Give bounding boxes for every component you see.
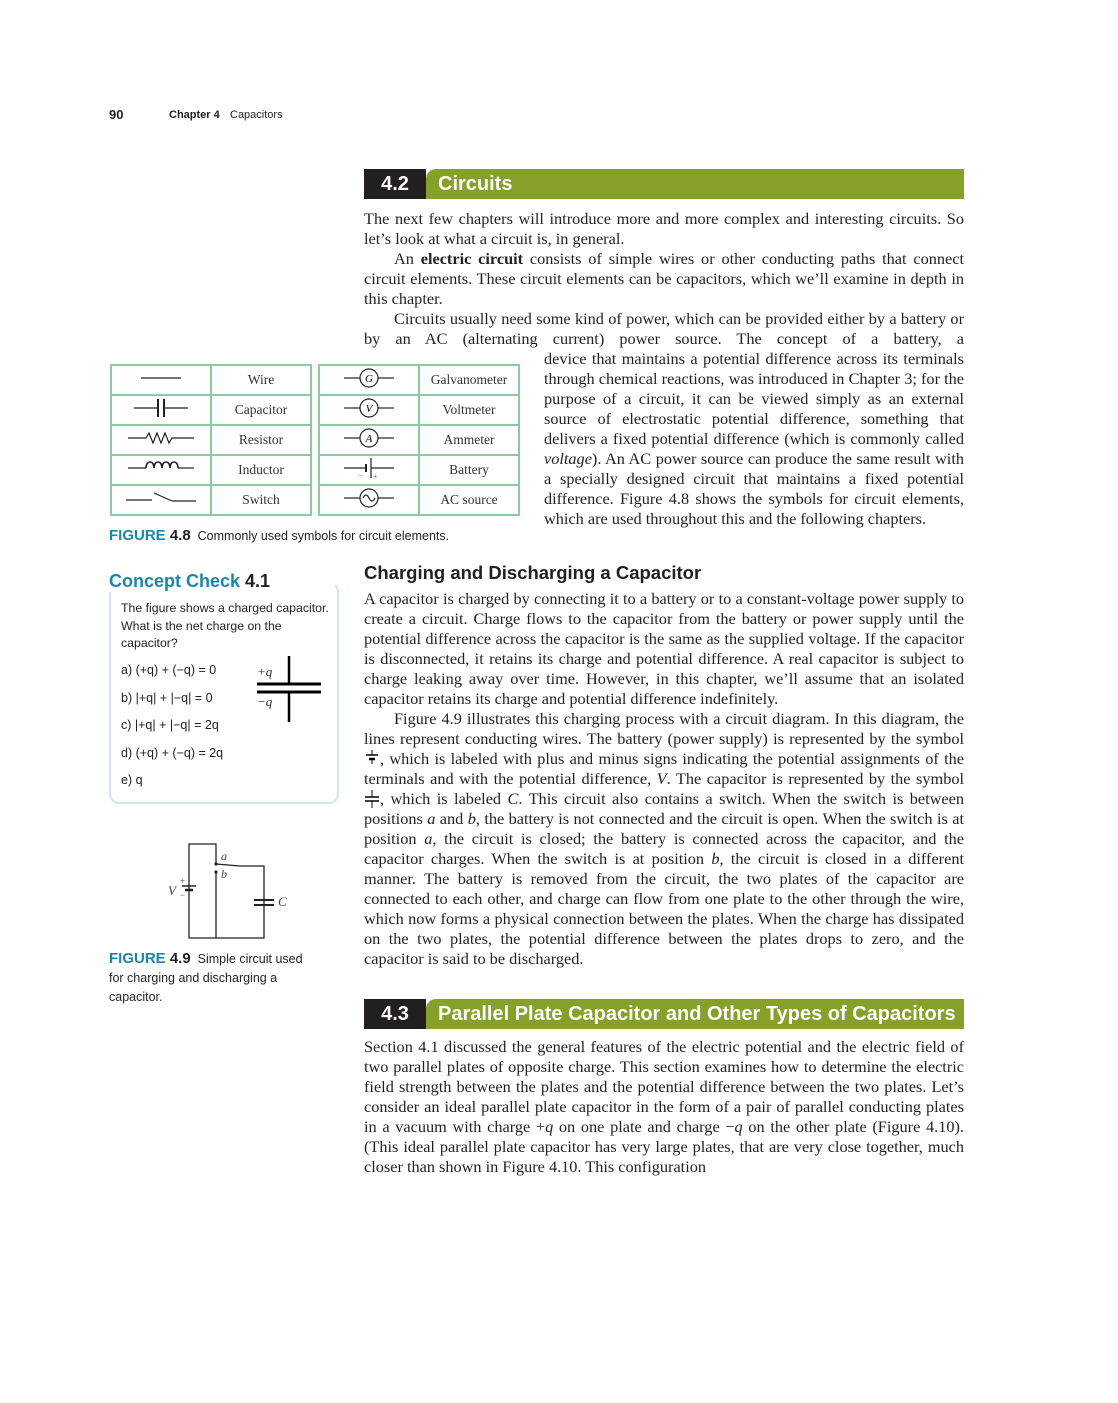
chapter-label: Chapter 4 (169, 109, 220, 121)
paragraph (364, 709, 964, 969)
resistor-symbol-icon (111, 425, 211, 455)
section-heading-4-3 (364, 999, 964, 1029)
text-run: . This circuit also contains a switch. When the switch is between positions (364, 789, 964, 828)
symbol-row (319, 425, 519, 455)
symbol-row (111, 455, 311, 485)
symbol-table-left (110, 364, 312, 516)
switch-position-a: a (221, 849, 227, 863)
answer-option[interactable]: e) q (121, 773, 143, 787)
symbol-row (111, 425, 311, 455)
section-4-2-text (364, 209, 964, 349)
ammeter-symbol-icon (319, 425, 419, 455)
paragraph (364, 209, 964, 249)
section-number: 4.2 (364, 169, 426, 199)
galvanometer-symbol-icon (319, 365, 419, 395)
symbol-row (111, 365, 311, 395)
plus-q-label: +q (257, 664, 273, 679)
figure-4-8-caption (109, 527, 449, 544)
italic-text: a (424, 829, 433, 848)
section-title: Circuits (426, 169, 964, 199)
text-run: Section 4.1 discussed the general features of the electric potential and the electric field of two parallel plates of opposite charge. This section examines how to determine the electric field strength between the plates and the potential difference between the two plates. Let’s consider an ideal parallel plate capacitor in the form of a pair of parallel conducting plates in a vacuum with charge + (364, 1037, 964, 1136)
answer-option[interactable]: a) (+q) + (−q) = 0 (121, 663, 217, 677)
switch-symbol-icon (111, 485, 211, 515)
symbol-row (111, 395, 311, 425)
text-run: , which is labeled with plus and minus signs indicating the potential assignments of the terminals and with the potential difference, (364, 749, 964, 788)
symbol-row (111, 485, 311, 515)
capacitor-symbol-icon (364, 789, 380, 808)
text-run: on one plate and charge − (553, 1117, 735, 1136)
switch-position-b: b (221, 867, 227, 881)
wire-symbol-icon (111, 365, 211, 395)
italic-text: V (656, 769, 667, 788)
paragraph (364, 589, 964, 709)
symbol-label: Ammeter (419, 425, 519, 455)
italic-text: voltage (544, 449, 592, 468)
symbol-label: AC source (419, 485, 519, 515)
answer-option[interactable]: c) |+q| + |−q| = 2q (121, 718, 219, 732)
text-run: Figure 4.9 illustrates this charging process with a circuit diagram. In this diagram, the lines represent conducting wires. The battery (power supply) is represented by the symbol (364, 709, 964, 748)
battery-symbol-icon (364, 749, 380, 768)
answer-option[interactable]: d) (+q) + (−q) = 2q (121, 745, 224, 760)
text-run: The next few chapters will introduce more and more complex and interesting circuits. So let’s look at what a circuit is, in general. (364, 209, 964, 248)
figure-label: FIGURE 4.9 (109, 950, 191, 967)
concept-check-question: The figure shows a charged capacitor. What is the net charge on the capacitor? (121, 601, 329, 650)
text-run: Circuits usually need some kind of power, which can be provided either by a battery or by an AC (alternating current) power source. The concept of a battery, a (364, 309, 964, 348)
inductor-symbol-icon (111, 455, 211, 485)
symbol-table-right (318, 364, 520, 516)
section-heading-4-2 (364, 169, 964, 199)
paragraph (544, 349, 964, 529)
capacitor-symbol-icon (111, 395, 211, 425)
symbol-label: Switch (211, 485, 311, 515)
meter-letter: A (365, 433, 373, 445)
text-run: , the battery is not connected and the circuit is open. When the switch is at position (364, 809, 964, 848)
svg-text:+: + (373, 472, 378, 480)
symbol-label: Capacitor (211, 395, 311, 425)
section-4-3-text (364, 1037, 964, 1177)
italic-text: a (427, 809, 436, 828)
italic-text: q (545, 1117, 554, 1136)
symbol-row (319, 455, 519, 485)
battery-symbol-icon (319, 455, 419, 485)
italic-text: b (711, 849, 720, 868)
symbol-label: Galvanometer (419, 365, 519, 395)
minus-sign: − (180, 890, 186, 900)
symbol-row (319, 365, 519, 395)
subsection-text (364, 589, 964, 969)
symbol-label: Resistor (211, 425, 311, 455)
italic-text: C (507, 789, 519, 808)
svg-text:−: − (358, 471, 363, 480)
symbol-label: Battery (419, 455, 519, 485)
text-run: . The capacitor is represented by the symbol (666, 769, 964, 788)
paragraph (364, 249, 964, 309)
text-run: , which is labeled (380, 789, 508, 808)
bold-term: electric circuit (420, 249, 524, 268)
voltage-label: V (168, 883, 176, 898)
symbol-row (319, 395, 519, 425)
symbol-label: Wire (211, 365, 311, 395)
section-4-2-wrap-text (544, 349, 964, 529)
symbol-row (319, 485, 519, 515)
capacitor-label: C (278, 894, 287, 909)
text-run: and (435, 809, 468, 828)
italic-text: q (734, 1117, 743, 1136)
plus-sign: + (180, 876, 186, 886)
figure-caption-text: Simple circuit used for charging and discharging a capacitor. (109, 952, 303, 1004)
paragraph (364, 309, 964, 349)
page-number: 90 (109, 107, 124, 122)
answer-option[interactable]: b) |+q| + |−q| = 0 (121, 690, 213, 705)
text-run: An (394, 249, 421, 268)
text-run: consists of simple wires or other conducting paths that connect circuit elements. These circuit elements can be capacitors, which we’ll examine in depth in this chapter. (364, 249, 964, 308)
figure-label: FIGURE 4.8 (109, 527, 191, 544)
chapter-title: Capacitors (230, 109, 283, 121)
figure-4-9-caption (109, 949, 319, 1007)
subsection-heading: Charging and Discharging a Capacitor (364, 562, 702, 583)
symbol-label: Voltmeter (419, 395, 519, 425)
text-run: device that maintains a potential difference across its terminals through chemical reactions, was introduced in Chapter 3; for the purpose of a circuit, it can be viewed simply as an external source of electrostatic potential difference, something that delivers a fixed potential difference (which is commonly called (544, 349, 964, 448)
meter-letter: G (365, 373, 373, 385)
figure-caption-text: Commonly used symbols for circuit elements. (197, 529, 450, 543)
text-run: , the circuit is closed in a different manner. The battery is removed from the circuit, the two plates of the capacitor are connected to each other, and charge can flow from one plate to the other through the wire, which now forms a physical connection between the plates. When the charge has dissipated on the two plates, the potential difference between the plates drops to zero, and the capacitor is said to be discharged. (364, 849, 964, 968)
text-run: on the other plate (Figure 4.10). (This ideal parallel plate capacitor has very large plates, that are very close together, much closer than shown in Figure 4.10. This configuration (364, 1117, 964, 1176)
voltmeter-symbol-icon (319, 395, 419, 425)
minus-q-label: −q (257, 694, 273, 709)
symbol-label: Inductor (211, 455, 311, 485)
section-title: Parallel Plate Capacitor and Other Types of Capacitors (426, 999, 964, 1029)
ac-source-symbol-icon (319, 485, 419, 515)
italic-text: b (467, 809, 476, 828)
concept-check-title: Concept Check 4.1 (109, 571, 290, 592)
text-run: , the circuit is closed; the battery is connected across the capacitor, and the capacitor charges. When the switch is at position (364, 829, 964, 868)
section-number: 4.3 (364, 999, 426, 1029)
meter-letter: V (365, 403, 373, 415)
text-run: ). An AC power source can produce the same result with a specially designed circuit that maintains a fixed potential difference. Figure 4.8 shows the symbols for circuit elements, which are used throughout this and the following chapters. (544, 449, 964, 528)
text-run: A capacitor is charged by connecting it to a battery or to a constant-voltage power supply to create a circuit. Charge flows to the capacitor from the battery or power supply until the potential difference across the capacitor is the same as the supplied voltage. If the capacitor is disconnected, it retains its charge and potential difference. A real capacitor is subject to charge leaking away over time. However, in this chapter, we’ll assume that an isolated capacitor retains its charge and potential difference indefinitely. (364, 589, 964, 708)
paragraph (364, 1037, 964, 1177)
